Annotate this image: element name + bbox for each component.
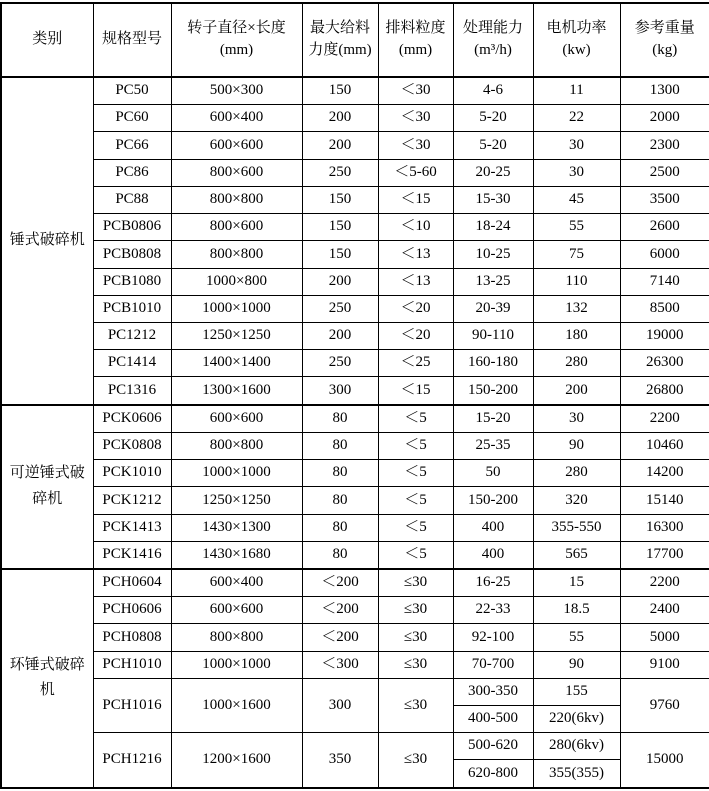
cell-power: 355-550 [533,514,620,541]
col-header-model [93,3,171,77]
cell-weight: 2300 [620,132,709,159]
cell-power: 355(355) [533,760,620,788]
cell-capacity: 16-25 [453,569,533,597]
cell-weight: 17700 [620,541,709,569]
table-row [1,350,709,377]
cell-rotor: 1250×1250 [171,322,302,349]
cell-power: 90 [533,432,620,459]
cell-rotor: 1000×1000 [171,460,302,487]
cell-capacity: 15-30 [453,186,533,213]
cell-model: PCK1010 [93,460,171,487]
cell-capacity: 160-180 [453,350,533,377]
cell-power: 30 [533,159,620,186]
cell-power: 220(6kv) [533,706,620,733]
cell-weight: 3500 [620,186,709,213]
cell-model: PC60 [93,105,171,132]
cell-feed: 200 [302,105,378,132]
cell-feed: 250 [302,159,378,186]
cell-model: PCB0808 [93,241,171,268]
table-row [1,487,709,514]
col-header-weight [620,3,709,77]
cell-discharge: ＜30 [378,105,453,132]
cell-discharge: ＜13 [378,241,453,268]
cell-discharge: ＜5 [378,405,453,433]
cell-power: 18.5 [533,597,620,624]
cell-power: 22 [533,105,620,132]
col-header-capacity-line1: 处理能力 [462,20,523,37]
cell-model: PCK0606 [93,405,171,433]
cell-capacity: 18-24 [453,214,533,241]
cell-feed: 80 [302,487,378,514]
cell-capacity: 400 [453,514,533,541]
cell-rotor: 500×300 [171,77,302,105]
cell-power: 15 [533,569,620,597]
cell-power: 155 [533,678,620,705]
cell-model: PC1414 [93,350,171,377]
col-header-category [1,3,93,77]
cell-feed: 350 [302,733,378,788]
cell-capacity: 400 [453,541,533,569]
cell-model: PC66 [93,132,171,159]
cell-power: 90 [533,651,620,678]
cell-capacity: 150-200 [453,377,533,405]
cell-rotor: 1000×800 [171,268,302,295]
cell-feed: 150 [302,77,378,105]
cell-discharge: ＜5 [378,487,453,514]
cell-feed: ＜200 [302,569,378,597]
cell-capacity: 500-620 [453,733,533,760]
cell-weight: 26800 [620,377,709,405]
cell-discharge: ＜5 [378,460,453,487]
cell-power: 200 [533,377,620,405]
cell-rotor: 800×800 [171,432,302,459]
cell-discharge: ＜5 [378,514,453,541]
cell-feed: 250 [302,295,378,322]
cell-capacity: 70-700 [453,651,533,678]
cell-capacity: 15-20 [453,405,533,433]
cell-weight: 6000 [620,241,709,268]
cell-discharge: ＜15 [378,186,453,213]
cell-capacity: 90-110 [453,322,533,349]
cell-rotor: 1430×1300 [171,514,302,541]
col-header-power-line2: (kw) [562,42,591,58]
table-row [1,597,709,624]
table-row [1,569,709,597]
cell-power: 55 [533,214,620,241]
cell-weight: 8500 [620,295,709,322]
cell-rotor: 600×600 [171,132,302,159]
cell-power: 132 [533,295,620,322]
cell-capacity: 10-25 [453,241,533,268]
cell-power: 30 [533,405,620,433]
cell-feed: 250 [302,350,378,377]
cell-power: 110 [533,268,620,295]
cell-power: 30 [533,132,620,159]
cell-power: 280(6kv) [533,733,620,760]
table-row [1,159,709,186]
cell-feed: 80 [302,541,378,569]
cell-rotor: 1250×1250 [171,487,302,514]
col-header-power-line1: 电机功率 [546,20,607,37]
cell-feed: 200 [302,268,378,295]
cell-weight: 2200 [620,569,709,597]
spec-table [0,2,709,789]
cell-weight: 2500 [620,159,709,186]
cell-capacity: 5-20 [453,105,533,132]
cell-model: PCK1212 [93,487,171,514]
cell-model: PC50 [93,77,171,105]
col-header-discharge-line1: 排料粒度 [385,20,446,37]
table-row [1,733,709,760]
cell-weight: 1300 [620,77,709,105]
cell-discharge: ＜20 [378,322,453,349]
cell-discharge: ＜30 [378,132,453,159]
cell-capacity: 620-800 [453,760,533,788]
cell-weight: 5000 [620,624,709,651]
cell-model: PC1316 [93,377,171,405]
col-header-capacity-line2: (m³/h) [474,42,512,58]
cell-power: 11 [533,77,620,105]
cell-rotor: 800×600 [171,214,302,241]
cell-feed: 200 [302,322,378,349]
cell-discharge: ＜30 [378,77,453,105]
table-body [1,77,709,788]
cell-capacity: 25-35 [453,432,533,459]
col-header-power [533,3,620,77]
cell-rotor: 1000×1000 [171,651,302,678]
cell-weight: 14200 [620,460,709,487]
cell-feed: 150 [302,214,378,241]
cell-rotor: 600×400 [171,569,302,597]
cell-rotor: 1000×1000 [171,295,302,322]
cell-rotor: 800×800 [171,186,302,213]
cell-power: 320 [533,487,620,514]
cell-rotor: 1200×1600 [171,733,302,788]
cell-rotor: 1400×1400 [171,350,302,377]
table-row [1,214,709,241]
cell-capacity: 5-20 [453,132,533,159]
cell-discharge: ＜20 [378,295,453,322]
col-header-rotor-line1: 转子直径×长度 [187,20,286,37]
cell-capacity: 4-6 [453,77,533,105]
cell-feed: ＜200 [302,597,378,624]
cell-feed: ＜300 [302,651,378,678]
cell-power: 45 [533,186,620,213]
cell-weight: 2200 [620,405,709,433]
cell-capacity: 300-350 [453,678,533,705]
cell-weight: 2000 [620,105,709,132]
table-row [1,678,709,705]
cell-model: PCK1413 [93,514,171,541]
cell-weight: 9760 [620,678,709,732]
table-row [1,514,709,541]
cell-rotor: 600×400 [171,105,302,132]
col-header-discharge-line2: (mm) [398,42,433,58]
table-row [1,295,709,322]
cell-model: PCK1416 [93,541,171,569]
cell-discharge: ≤30 [378,597,453,624]
col-header-rotor-line2: (mm) [219,42,254,58]
cell-feed: 80 [302,432,378,459]
category-cell: 环锤式破碎机 [1,569,93,788]
cell-discharge: ＜13 [378,268,453,295]
cell-model: PC1212 [93,322,171,349]
cell-capacity: 50 [453,460,533,487]
col-header-discharge [378,3,453,77]
table-row [1,460,709,487]
table-row [1,541,709,569]
cell-power: 75 [533,241,620,268]
cell-model: PCB1010 [93,295,171,322]
cell-capacity: 150-200 [453,487,533,514]
cell-rotor: 1430×1680 [171,541,302,569]
cell-power: 55 [533,624,620,651]
cell-feed: 80 [302,514,378,541]
table-row [1,268,709,295]
cell-model: PCB1080 [93,268,171,295]
table-row [1,105,709,132]
table-row [1,432,709,459]
cell-discharge: ＜25 [378,350,453,377]
cell-rotor: 800×800 [171,241,302,268]
cell-feed: 300 [302,377,378,405]
cell-model: PCH1010 [93,651,171,678]
cell-rotor: 600×600 [171,597,302,624]
cell-discharge: ＜5 [378,432,453,459]
table-row [1,377,709,405]
col-header-feed [302,3,378,77]
cell-weight: 2400 [620,597,709,624]
cell-power: 565 [533,541,620,569]
table-header [1,3,709,77]
cell-model: PC88 [93,186,171,213]
cell-rotor: 800×800 [171,624,302,651]
table-row [1,322,709,349]
cell-discharge: ≤30 [378,651,453,678]
cell-weight: 19000 [620,322,709,349]
cell-weight: 15000 [620,733,709,788]
col-header-rotor [171,3,302,77]
col-header-feed-line1: 最大给料 [309,20,370,37]
cell-weight: 16300 [620,514,709,541]
category-cell: 可逆锤式破碎机 [1,405,93,569]
cell-discharge: ＜15 [378,377,453,405]
cell-discharge: ＜5 [378,541,453,569]
cell-model: PC86 [93,159,171,186]
cell-weight: 15140 [620,487,709,514]
cell-rotor: 600×600 [171,405,302,433]
cell-model: PCB0806 [93,214,171,241]
table-row [1,405,709,433]
cell-discharge: ≤30 [378,624,453,651]
cell-model: PCH0606 [93,597,171,624]
cell-feed: 80 [302,405,378,433]
table-row [1,624,709,651]
cell-rotor: 800×600 [171,159,302,186]
table-row [1,186,709,213]
cell-discharge: ＜10 [378,214,453,241]
cell-model: PCH0604 [93,569,171,597]
col-header-feed-line2: 力度(mm) [308,42,372,58]
col-header-weight-line2: (kg) [652,42,678,58]
table-row [1,241,709,268]
cell-capacity: 20-39 [453,295,533,322]
col-header-category-line1: 类别 [32,31,63,48]
cell-weight: 9100 [620,651,709,678]
cell-feed: ＜200 [302,624,378,651]
cell-discharge: ＜5-60 [378,159,453,186]
cell-weight: 10460 [620,432,709,459]
header-row [1,3,709,77]
col-header-weight-line1: 参考重量 [634,20,695,37]
table-row [1,132,709,159]
cell-feed: 300 [302,678,378,732]
cell-model: PCK0808 [93,432,171,459]
cell-power: 180 [533,322,620,349]
category-cell: 锤式破碎机 [1,77,93,405]
table-row [1,77,709,105]
cell-rotor: 1300×1600 [171,377,302,405]
cell-model: PCH1216 [93,733,171,788]
cell-power: 280 [533,350,620,377]
cell-feed: 150 [302,241,378,268]
cell-weight: 2600 [620,214,709,241]
cell-discharge: ≤30 [378,733,453,788]
cell-power: 280 [533,460,620,487]
cell-capacity: 20-25 [453,159,533,186]
cell-feed: 80 [302,460,378,487]
cell-discharge: ≤30 [378,678,453,732]
col-header-capacity [453,3,533,77]
table-row [1,651,709,678]
cell-weight: 7140 [620,268,709,295]
cell-model: PCH0808 [93,624,171,651]
cell-capacity: 92-100 [453,624,533,651]
cell-capacity: 13-25 [453,268,533,295]
cell-feed: 200 [302,132,378,159]
cell-discharge: ≤30 [378,569,453,597]
cell-weight: 26300 [620,350,709,377]
cell-capacity: 400-500 [453,706,533,733]
cell-feed: 150 [302,186,378,213]
cell-rotor: 1000×1600 [171,678,302,732]
cell-capacity: 22-33 [453,597,533,624]
col-header-model-line1: 规格型号 [101,31,162,48]
cell-model: PCH1016 [93,678,171,732]
